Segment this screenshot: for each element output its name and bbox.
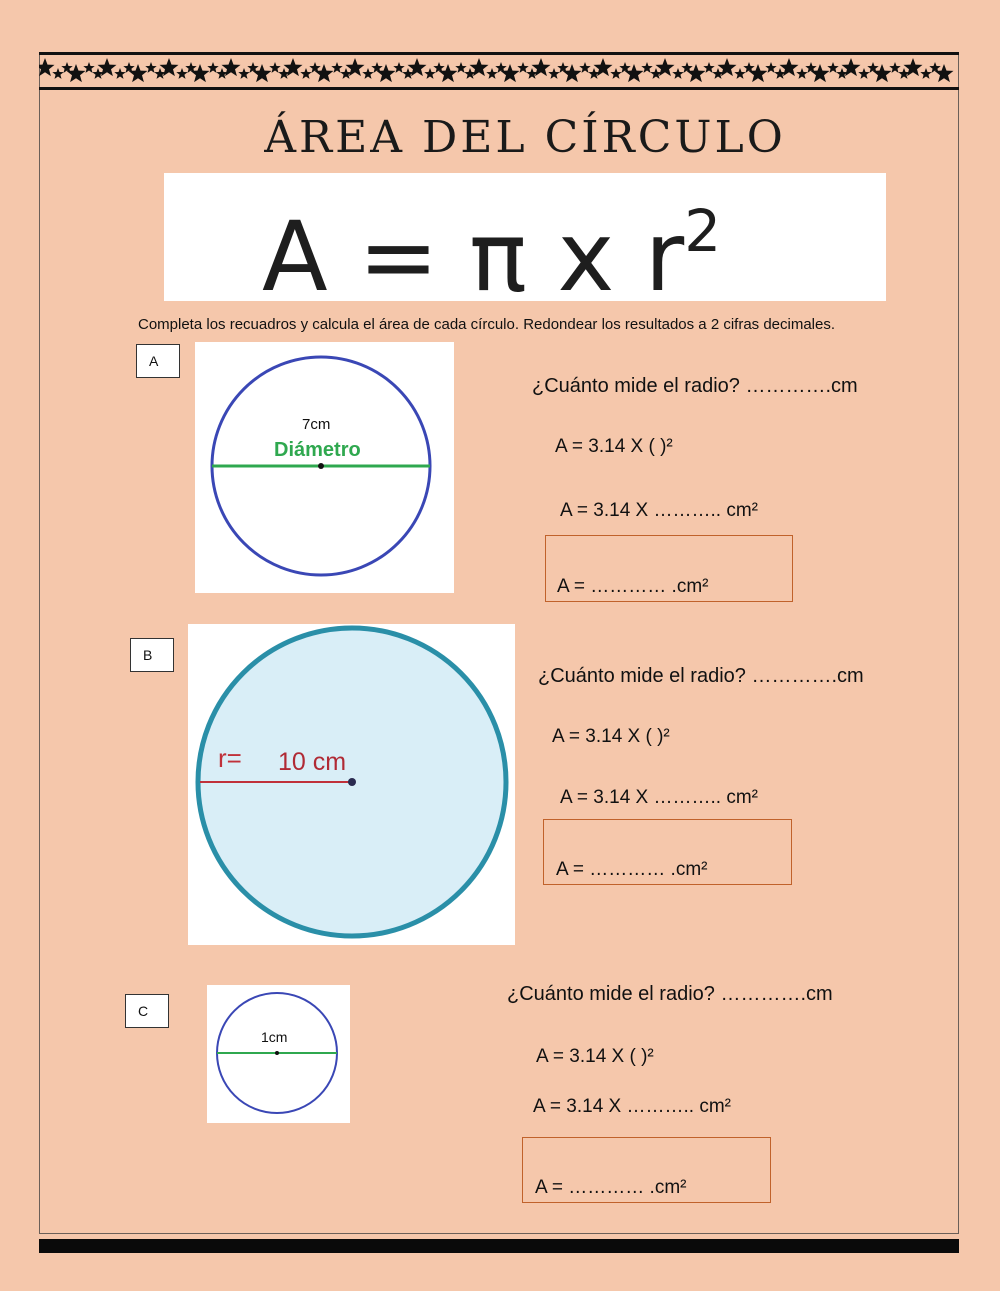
exercise-c-measure: 1cm xyxy=(261,1029,288,1045)
exercise-a-figure xyxy=(195,342,454,593)
exercise-a-label: A xyxy=(136,344,180,378)
bottom-bar xyxy=(39,1239,959,1253)
exercise-b-question: ¿Cuánto mide el radio? ………….cm xyxy=(538,665,864,687)
exercise-b-result: A = ………… .cm² xyxy=(556,859,708,880)
exercise-c-figure xyxy=(207,985,350,1123)
exercise-c-result: A = ………… .cm² xyxy=(535,1177,687,1198)
exercise-a-question: ¿Cuánto mide el radio? ………….cm xyxy=(532,375,858,397)
exercise-b-step1: A = 3.14 X ( )² xyxy=(552,726,670,747)
exercise-b-step2: A = 3.14 X ……….. cm² xyxy=(560,787,758,808)
exercise-a-line-label: Diámetro xyxy=(274,439,361,461)
area-formula xyxy=(262,178,721,316)
exercise-a-step1: A = 3.14 X ( )² xyxy=(555,436,673,457)
page-title: ÁREA DEL CÍRCULO xyxy=(264,112,786,163)
exercise-c-question: ¿Cuánto mide el radio? ………….cm xyxy=(507,983,833,1005)
exercise-b-radius-label: r= xyxy=(218,743,242,773)
star-border xyxy=(39,52,959,90)
exercise-c-label: C xyxy=(125,994,169,1028)
decorative-stars-icon xyxy=(39,55,959,87)
exercise-a-result: A = ………… .cm² xyxy=(557,576,709,597)
circle-radius-icon xyxy=(188,624,515,945)
circle-diameter-icon xyxy=(195,342,454,593)
exercise-c-step2: A = 3.14 X ……….. cm² xyxy=(533,1096,731,1117)
exercise-c-step1: A = 3.14 X ( )² xyxy=(536,1046,654,1067)
circle-small-icon xyxy=(207,985,350,1123)
exercise-a-measure: 7cm xyxy=(302,416,331,433)
formula-main: A = π x r xyxy=(262,201,685,313)
exercise-b-measure: 10 cm xyxy=(278,748,347,776)
formula-exponent: 2 xyxy=(684,197,722,265)
exercise-b-figure xyxy=(188,624,515,945)
exercise-a-step2: A = 3.14 X ……….. cm² xyxy=(560,500,758,521)
instructions: Completa los recuadros y calcula el área de cada círculo. Redondear los resultados a 2 cifras decimales. xyxy=(138,316,836,333)
exercise-b-label: B xyxy=(130,638,174,672)
